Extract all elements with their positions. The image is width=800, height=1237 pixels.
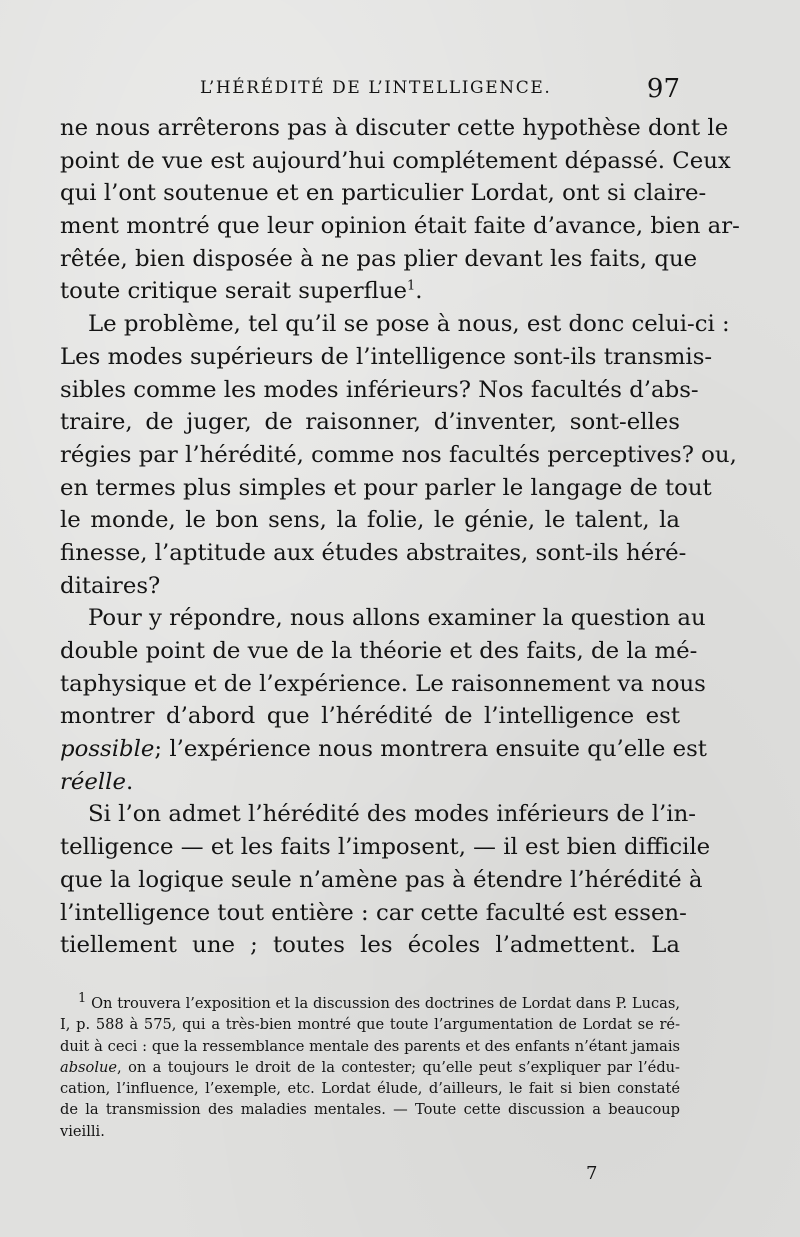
footnote-reference: 1 [407,278,416,294]
text-line: finesse, l’aptitude aux études abstraites, sont-ils héré- [60,539,687,566]
footnote-marker: 1 [78,991,87,1007]
text-line: Si l’on admet l’hérédité des modes inférieurs de l’in- [88,801,696,828]
text-line: montrer d’abord que l’hérédité de l’intelligence est [60,703,680,730]
text-line: que la logique seule n’amène pas à étendre l’hérédité à [60,866,703,893]
text-line: ditaires? [60,572,161,599]
running-header [60,74,680,108]
text-line: en termes plus simples et pour parler le langage de tout [60,474,712,501]
text-line: Les modes supérieurs de l’intelligence sont-ils transmis- [60,343,713,370]
text-fragment: On trouvera l’exposition et la discussion des doctrines de Lordat dans P. Lucas, [91,995,680,1012]
footnote-line: duit à ceci : que la ressemblance mentale des parents et des enfants n’étant jamais [60,1037,680,1055]
main-text [60,112,740,962]
page-number: 97 [646,74,680,104]
footnote-line [60,1057,680,1078]
text-line: traire, de juger, de raisonner, d’inventer, sont-elles [60,409,680,436]
text-line: tiellement une ; toutes les écoles l’admettent. La [60,932,680,959]
running-title: L’HÉRÉDITÉ DE L’INTELLIGENCE. [200,78,552,98]
text-line: toute critique serait superflue$^1$. [60,278,423,305]
text-line: double point de vue de la théorie et des faits, de la mé- [60,638,698,664]
text-fragment: . [125,768,134,795]
signature-mark: 7 [586,1163,598,1184]
text-line: ment montré que leur opinion était faite d’avance, bien ar- [60,213,740,240]
italic-word: réelle [60,768,126,795]
text-line: Le problème, tel qu’il se pose à nous, est donc celui-ci : [88,311,730,338]
footnote-line: I, p. 588 à 575, qui a très-bien montré que toute l’argumentation de Lordat se ré- [60,1016,680,1034]
text-line [60,766,680,799]
text-fragment: toute critique serait superflue [60,278,408,305]
footnote [60,993,680,1142]
footnote-line: cation, l’influence, l’exemple, etc. Lordat élude, d’ailleurs, le fait si bien constaté [60,1080,680,1098]
italic-word: possible [60,736,155,763]
text-line: le monde, le bon sens, la folie, le génie, le talent, la [60,507,680,534]
text-line: l’intelligence tout entière : car cette faculté est essen- [60,899,687,926]
text-line: qui l’ont soutenue et en particulier Lordat, ont si claire- [60,180,707,207]
text-fragment: , on a toujours le droit de la contester; qu’elle peut s’expliquer par l’édu- [117,1058,680,1076]
italic-word: absolue [60,1058,118,1076]
text-line: taphysique et de l’expérience. Le raisonnement va nous [60,670,706,697]
text-line: Pour y répondre, nous allons examiner la question au [88,605,706,632]
text-fragment: ; l’expérience nous montrera ensuite qu’elle est [154,736,707,763]
footnote-line: de la transmission des maladies mentales. — Toute cette discussion a beaucoup [60,1101,680,1119]
footnote-line [60,993,680,1014]
text-line [60,733,707,766]
text-line: ne nous arrêterons pas à discuter cette hypothèse dont le [60,115,729,141]
text-line: telligence — et les faits l’imposent, — il est bien difficile [60,834,711,861]
text-line: point de vue est aujourd’hui complétement dépassé. Ceux [60,147,731,174]
text-line: régies par l’hérédité, comme nos facultés perceptives? ou, [60,441,737,468]
text-line: sibles comme les modes inférieurs? Nos facultés d’abs- [60,376,699,403]
footnote-line: vieilli. [60,1122,105,1140]
text-line: rêtée, bien disposée à ne pas plier devant les faits, que [60,245,698,272]
